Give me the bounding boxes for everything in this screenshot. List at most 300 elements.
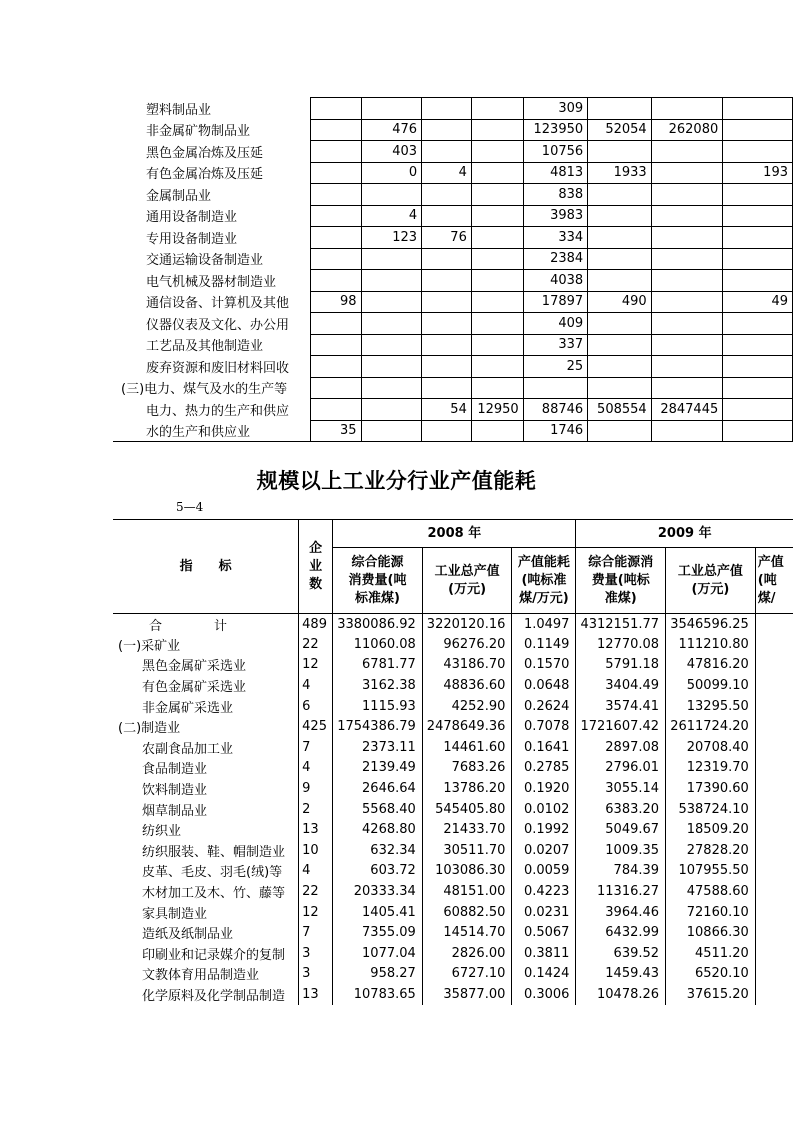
- count-cell: 425: [299, 716, 333, 737]
- count-cell: 4: [299, 758, 333, 779]
- clipped-cell: [755, 964, 793, 985]
- row-label: 造纸及纸制品业: [113, 922, 299, 943]
- table-cell: [651, 184, 723, 206]
- table-cell: [310, 98, 361, 120]
- value-cell: 2796.01: [576, 758, 666, 779]
- value-cell: 47588.60: [666, 881, 756, 902]
- row-label: 专用设备制造业: [113, 227, 310, 249]
- clipped-cell: [755, 840, 793, 861]
- value-cell: 27828.20: [666, 840, 756, 861]
- table-cell: 25: [523, 356, 587, 378]
- count-cell: 3: [299, 943, 333, 964]
- header-line: (吨: [757, 572, 777, 588]
- value-cell: 111210.80: [666, 634, 756, 655]
- clipped-cell: [755, 675, 793, 696]
- top-table: [113, 97, 793, 442]
- value-cell: 1115.93: [333, 696, 423, 717]
- value-cell: 17390.60: [666, 778, 756, 799]
- value-cell: 13295.50: [666, 696, 756, 717]
- table-cell: [422, 98, 472, 120]
- table-cell: [588, 377, 652, 399]
- table-cell: [361, 356, 422, 378]
- count-cell: 22: [299, 634, 333, 655]
- table-row: [113, 984, 793, 1005]
- value-cell: 632.34: [333, 840, 423, 861]
- row-label: 合 计: [113, 614, 299, 635]
- table-cell: [723, 141, 793, 163]
- value-cell: 2826.00: [422, 943, 512, 964]
- row-label: 通信设备、计算机及其他: [113, 291, 310, 313]
- table-row: [113, 778, 793, 799]
- value-cell: 3546596.25: [666, 614, 756, 635]
- count-cell: 2: [299, 799, 333, 820]
- row-label: 工艺品及其他制造业: [113, 334, 310, 356]
- value-cell: 2139.49: [333, 758, 423, 779]
- table-row: [113, 840, 793, 861]
- row-label: 木材加工及木、竹、藤等: [113, 881, 299, 902]
- row-label: 金属制品业: [113, 184, 310, 206]
- output-2009-header: [666, 548, 756, 614]
- value-cell: 2611724.20: [666, 716, 756, 737]
- table-row: [113, 675, 793, 696]
- value-cell: 6383.20: [576, 799, 666, 820]
- value-cell: 47816.20: [666, 655, 756, 676]
- table-cell: [723, 356, 793, 378]
- value-cell: 50099.10: [666, 675, 756, 696]
- table-cell: 476: [361, 119, 422, 141]
- table-cell: [471, 98, 523, 120]
- table-row: [113, 420, 793, 442]
- table-row: [113, 655, 793, 676]
- table-cell: [723, 119, 793, 141]
- header-line: 工业总产值: [677, 563, 743, 579]
- value-cell: 10783.65: [333, 984, 423, 1005]
- row-label: 电力、热力的生产和供应: [113, 399, 310, 421]
- table-row: [113, 119, 793, 141]
- table-cell: [310, 356, 361, 378]
- value-cell: 0.0648: [512, 675, 576, 696]
- value-cell: 11060.08: [333, 634, 423, 655]
- clipped-cell: [755, 614, 793, 635]
- count-header-line: 企: [309, 540, 323, 556]
- value-cell: 538724.10: [666, 799, 756, 820]
- table-cell: [651, 141, 723, 163]
- value-cell: 7355.09: [333, 922, 423, 943]
- table-cell: [422, 313, 472, 335]
- table-cell: 334: [523, 227, 587, 249]
- table-cell: [471, 334, 523, 356]
- table-cell: [471, 227, 523, 249]
- clipped-cell: [755, 861, 793, 882]
- row-label: (三)电力、煤气及水的生产等: [113, 377, 310, 399]
- header-line: 煤/万元): [519, 590, 569, 606]
- table-cell: 0: [361, 162, 422, 184]
- table-cell: [310, 270, 361, 292]
- value-cell: 72160.10: [666, 902, 756, 923]
- value-cell: 7683.26: [422, 758, 512, 779]
- output-2008-header: [422, 548, 512, 614]
- row-label: 仪器仪表及文化、办公用: [113, 313, 310, 335]
- value-cell: 2373.11: [333, 737, 423, 758]
- table-cell: 54: [422, 399, 472, 421]
- value-cell: 1459.43: [576, 964, 666, 985]
- table-cell: [471, 184, 523, 206]
- table-cell: 508554: [588, 399, 652, 421]
- table-cell: [361, 313, 422, 335]
- table-cell: [588, 313, 652, 335]
- value-cell: 11316.27: [576, 881, 666, 902]
- table-cell: [651, 377, 723, 399]
- count-cell: 22: [299, 881, 333, 902]
- table-row: [113, 943, 793, 964]
- row-label: 食品制造业: [113, 758, 299, 779]
- table-cell: 4: [422, 162, 472, 184]
- table-cell: [471, 270, 523, 292]
- table-cell: 403: [361, 141, 422, 163]
- table-cell: [361, 399, 422, 421]
- table-cell: 193: [723, 162, 793, 184]
- table-cell: [361, 270, 422, 292]
- value-cell: 0.1992: [512, 819, 576, 840]
- row-label: 水的生产和供应业: [113, 420, 310, 442]
- count-cell: 12: [299, 655, 333, 676]
- table-row: [113, 205, 793, 227]
- table-cell: [471, 420, 523, 442]
- table-cell: [723, 313, 793, 335]
- table-cell: [471, 377, 523, 399]
- table-cell: 98: [310, 291, 361, 313]
- value-cell: 0.4223: [512, 881, 576, 902]
- count-cell: 13: [299, 984, 333, 1005]
- value-cell: 3055.14: [576, 778, 666, 799]
- table-cell: [422, 270, 472, 292]
- row-label: 黑色金属矿采选业: [113, 655, 299, 676]
- value-cell: 1754386.79: [333, 716, 423, 737]
- count-cell: 7: [299, 737, 333, 758]
- table-row: [113, 162, 793, 184]
- table-row: [113, 902, 793, 923]
- year-2008-header: 2008 年: [333, 520, 576, 548]
- table-cell: [588, 270, 652, 292]
- count-cell: 489: [299, 614, 333, 635]
- table-cell: [723, 184, 793, 206]
- count-cell: 13: [299, 819, 333, 840]
- table-cell: [723, 248, 793, 270]
- table-cell: [471, 291, 523, 313]
- table-cell: [310, 141, 361, 163]
- clipped-cell: [755, 655, 793, 676]
- value-cell: 6520.10: [666, 964, 756, 985]
- table-row: [113, 356, 793, 378]
- value-cell: 0.1570: [512, 655, 576, 676]
- clipped-cell: [755, 819, 793, 840]
- table-cell: [471, 205, 523, 227]
- table-cell: [723, 205, 793, 227]
- value-cell: 1.0497: [512, 614, 576, 635]
- value-cell: 48836.60: [422, 675, 512, 696]
- value-cell: 1077.04: [333, 943, 423, 964]
- row-label: 家具制造业: [113, 902, 299, 923]
- table-cell: [310, 184, 361, 206]
- value-cell: 0.3006: [512, 984, 576, 1005]
- table-cell: 88746: [523, 399, 587, 421]
- table-cell: 4813: [523, 162, 587, 184]
- value-cell: 603.72: [333, 861, 423, 882]
- energy-2009-header: [576, 548, 666, 614]
- table-cell: [422, 377, 472, 399]
- value-cell: 14461.60: [422, 737, 512, 758]
- value-cell: 20333.34: [333, 881, 423, 902]
- table-cell: [651, 420, 723, 442]
- table-cell: [651, 291, 723, 313]
- count-cell: 6: [299, 696, 333, 717]
- energy-2008-header: [333, 548, 423, 614]
- value-cell: 0.1641: [512, 737, 576, 758]
- value-cell: 0.0102: [512, 799, 576, 820]
- table-cell: [588, 205, 652, 227]
- table-cell: [422, 205, 472, 227]
- value-cell: 35877.00: [422, 984, 512, 1005]
- value-cell: 18509.20: [666, 819, 756, 840]
- table-number: 5—4: [176, 500, 204, 514]
- table-cell: 4038: [523, 270, 587, 292]
- table-cell: 2847445: [651, 399, 723, 421]
- value-cell: 3380086.92: [333, 614, 423, 635]
- table-cell: [471, 248, 523, 270]
- value-cell: 0.2785: [512, 758, 576, 779]
- table-row: [113, 313, 793, 335]
- value-cell: 43186.70: [422, 655, 512, 676]
- row-label: 皮革、毛皮、羽毛(绒)等: [113, 861, 299, 882]
- value-cell: 0.7078: [512, 716, 576, 737]
- row-label: 非金属矿采选业: [113, 696, 299, 717]
- value-cell: 4312151.77: [576, 614, 666, 635]
- table-cell: [310, 162, 361, 184]
- table-cell: [361, 98, 422, 120]
- table-cell: [361, 291, 422, 313]
- header-line: 标准煤): [355, 590, 400, 606]
- value-cell: 5049.67: [576, 819, 666, 840]
- ratio-2008-header: [512, 548, 576, 614]
- count-cell: 4: [299, 675, 333, 696]
- bottom-table: [113, 519, 793, 1005]
- table-cell: 12950: [471, 399, 523, 421]
- row-label: 塑料制品业: [113, 98, 310, 120]
- value-cell: 5568.40: [333, 799, 423, 820]
- table-row: [113, 964, 793, 985]
- value-cell: 6781.77: [333, 655, 423, 676]
- value-cell: 0.5067: [512, 922, 576, 943]
- value-cell: 20708.40: [666, 737, 756, 758]
- value-cell: 0.0207: [512, 840, 576, 861]
- value-cell: 2646.64: [333, 778, 423, 799]
- count-header: [299, 520, 333, 614]
- table-row: [113, 614, 793, 635]
- value-cell: 3574.41: [576, 696, 666, 717]
- clipped-cell: [755, 881, 793, 902]
- table-cell: 10756: [523, 141, 587, 163]
- header-line: 产值能耗: [517, 554, 570, 570]
- table-cell: [361, 248, 422, 270]
- value-cell: 0.1149: [512, 634, 576, 655]
- value-cell: 545405.80: [422, 799, 512, 820]
- table-cell: [588, 356, 652, 378]
- clipped-cell: [755, 716, 793, 737]
- value-cell: 60882.50: [422, 902, 512, 923]
- header-line: 消费量(吨: [348, 572, 407, 588]
- table-cell: 17897: [523, 291, 587, 313]
- table-cell: [651, 270, 723, 292]
- value-cell: 3162.38: [333, 675, 423, 696]
- count-cell: 10: [299, 840, 333, 861]
- value-cell: 5791.18: [576, 655, 666, 676]
- value-cell: 1721607.42: [576, 716, 666, 737]
- clipped-cell: [755, 799, 793, 820]
- table-cell: [422, 356, 472, 378]
- table-cell: 123950: [523, 119, 587, 141]
- table-cell: [310, 399, 361, 421]
- table-row: [113, 881, 793, 902]
- count-header-line: 数: [309, 576, 323, 592]
- table-cell: [723, 227, 793, 249]
- value-cell: 0.2624: [512, 696, 576, 717]
- ratio-2009-header: [755, 548, 793, 614]
- table-cell: [651, 248, 723, 270]
- value-cell: 3964.46: [576, 902, 666, 923]
- count-cell: 12: [299, 902, 333, 923]
- row-label: 电气机械及器材制造业: [113, 270, 310, 292]
- header-line: (吨标准: [521, 572, 567, 588]
- count-cell: 7: [299, 922, 333, 943]
- table-cell: [422, 420, 472, 442]
- table-cell: [361, 334, 422, 356]
- table-cell: [651, 356, 723, 378]
- table-cell: 3983: [523, 205, 587, 227]
- row-label: 通用设备制造业: [113, 205, 310, 227]
- clipped-cell: [755, 634, 793, 655]
- clipped-cell: [755, 737, 793, 758]
- page-title: 规模以上工业分行业产值能耗: [256, 469, 537, 493]
- table-cell: [588, 141, 652, 163]
- value-cell: 784.39: [576, 861, 666, 882]
- year-2009-header: 2009 年: [576, 520, 793, 548]
- table-cell: [310, 334, 361, 356]
- table-cell: [588, 248, 652, 270]
- table-cell: 49: [723, 291, 793, 313]
- clipped-cell: [755, 758, 793, 779]
- table-cell: [422, 291, 472, 313]
- table-cell: [523, 377, 587, 399]
- header-line: 煤/: [757, 590, 776, 606]
- table-cell: [471, 162, 523, 184]
- table-cell: [651, 205, 723, 227]
- value-cell: 10866.30: [666, 922, 756, 943]
- table-cell: 337: [523, 334, 587, 356]
- row-label: 废弃资源和废旧材料回收: [113, 356, 310, 378]
- value-cell: 0.0231: [512, 902, 576, 923]
- table-cell: [310, 313, 361, 335]
- clipped-cell: [755, 922, 793, 943]
- value-cell: 958.27: [333, 964, 423, 985]
- value-cell: 4511.20: [666, 943, 756, 964]
- indicator-header: [113, 520, 299, 614]
- table-cell: [723, 270, 793, 292]
- table-cell: [588, 420, 652, 442]
- table-row: [113, 922, 793, 943]
- count-cell: 3: [299, 964, 333, 985]
- table-row: [113, 334, 793, 356]
- table-cell: 262080: [651, 119, 723, 141]
- table-cell: [361, 184, 422, 206]
- table-cell: [723, 98, 793, 120]
- clipped-cell: [755, 902, 793, 923]
- row-label: 纺织业: [113, 819, 299, 840]
- table-cell: 309: [523, 98, 587, 120]
- table-cell: 1746: [523, 420, 587, 442]
- table-row: [113, 291, 793, 313]
- table-row: [113, 377, 793, 399]
- clipped-cell: [755, 696, 793, 717]
- header-line: 费量(吨标: [591, 572, 650, 588]
- clipped-cell: [755, 984, 793, 1005]
- count-header-line: 业: [309, 558, 323, 574]
- table-row: [113, 758, 793, 779]
- header-line: 综合能源消: [588, 554, 654, 570]
- row-label: 化学原料及化学制品制造: [113, 984, 299, 1005]
- row-label: 饮料制造业: [113, 778, 299, 799]
- table-cell: 409: [523, 313, 587, 335]
- table-cell: [651, 162, 723, 184]
- table-row: [113, 98, 793, 120]
- header-line: 产值: [757, 554, 784, 570]
- row-label: 纺织服装、鞋、帽制造业: [113, 840, 299, 861]
- value-cell: 3220120.16: [422, 614, 512, 635]
- value-cell: 14514.70: [422, 922, 512, 943]
- table-cell: [723, 334, 793, 356]
- row-label: 交通运输设备制造业: [113, 248, 310, 270]
- value-cell: 3404.49: [576, 675, 666, 696]
- value-cell: 2478649.36: [422, 716, 512, 737]
- table-cell: 52054: [588, 119, 652, 141]
- table-cell: [422, 119, 472, 141]
- count-cell: 4: [299, 861, 333, 882]
- value-cell: 639.52: [576, 943, 666, 964]
- row-label: 文教体育用品制造业: [113, 964, 299, 985]
- clipped-cell: [755, 778, 793, 799]
- indicator-header-label: 指 标: [179, 558, 232, 574]
- value-cell: 4268.80: [333, 819, 423, 840]
- table-cell: [361, 420, 422, 442]
- row-label: (一)采矿业: [113, 634, 299, 655]
- table-cell: 838: [523, 184, 587, 206]
- table-cell: [588, 98, 652, 120]
- table-cell: [723, 377, 793, 399]
- value-cell: 37615.20: [666, 984, 756, 1005]
- value-cell: 96276.20: [422, 634, 512, 655]
- table-row: [113, 248, 793, 270]
- table-row: [113, 799, 793, 820]
- value-cell: 6432.99: [576, 922, 666, 943]
- value-cell: 6727.10: [422, 964, 512, 985]
- table-cell: [651, 227, 723, 249]
- table-cell: [471, 356, 523, 378]
- header-line: 工业总产值: [434, 563, 500, 579]
- row-label: 有色金属矿采选业: [113, 675, 299, 696]
- table-row: [113, 861, 793, 882]
- row-label: 农副食品加工业: [113, 737, 299, 758]
- row-label: 黑色金属冶炼及压延: [113, 141, 310, 163]
- table-row: [113, 716, 793, 737]
